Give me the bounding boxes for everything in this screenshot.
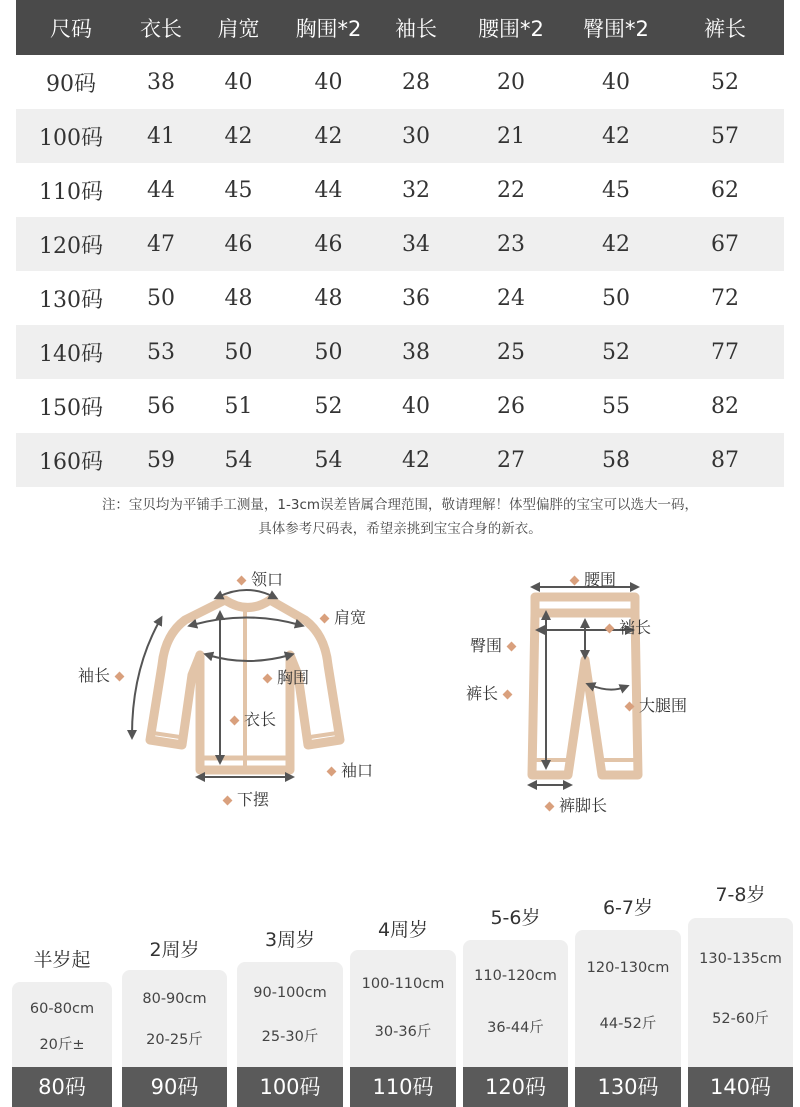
table-cell: 42 (602, 123, 630, 149)
table-cell: 82 (711, 393, 739, 419)
marker-icon (625, 702, 635, 712)
weight-range: 25-30斤 (261, 1029, 319, 1045)
table-cell: 140码 (39, 341, 103, 367)
note-line: 注：宝贝均为平铺手工测量，1-3cm误差皆属合理范围，敬请理解！体型偏胖的宝宝可以选大一码， (101, 497, 699, 513)
table-cell: 40 (224, 69, 253, 95)
size-badge: 90码 (122, 1067, 227, 1107)
label-hem: 下摆 (218, 787, 269, 810)
size-card (463, 940, 568, 1067)
table-cell: 20 (497, 69, 525, 95)
table-row (16, 379, 784, 433)
table-cell: 45 (224, 177, 253, 203)
table-cell: 160码 (39, 449, 103, 475)
marker-icon (115, 672, 125, 682)
measurement-diagram (0, 555, 800, 830)
table-cell: 42 (314, 123, 343, 149)
table-cell: 25 (497, 339, 525, 365)
table-cell: 67 (711, 231, 739, 257)
table-cell: 27 (497, 447, 525, 473)
table-cell: 34 (402, 231, 430, 257)
size-card (12, 982, 112, 1067)
label-length: 衣长 (225, 707, 276, 730)
table-row (16, 109, 784, 163)
marker-icon (503, 690, 513, 700)
table-cell: 50 (314, 339, 343, 365)
table-cell: 32 (402, 177, 430, 203)
table-cell: 59 (147, 447, 175, 473)
marker-icon (327, 767, 337, 777)
label-hip: 臀围 (470, 633, 521, 656)
table-cell: 47 (147, 231, 175, 257)
table-cell: 42 (224, 123, 253, 149)
table-cell: 36 (402, 285, 430, 311)
table-cell: 77 (711, 339, 739, 365)
table-cell: 55 (602, 393, 630, 419)
table-cell: 48 (224, 285, 253, 311)
header-cell: 裤长 (704, 16, 746, 41)
marker-icon (230, 716, 240, 726)
table-cell: 72 (711, 285, 739, 311)
table-row (16, 163, 784, 217)
table-cell: 52 (314, 393, 343, 419)
table-header (16, 0, 784, 55)
weight-range: 20斤± (39, 1037, 85, 1053)
label-shoulder: 肩宽 (315, 605, 366, 628)
table-cell: 90码 (46, 71, 96, 97)
label-cuff: 袖口 (322, 758, 373, 781)
table-cell: 54 (314, 447, 343, 473)
table-cell: 50 (147, 285, 175, 311)
table-cell: 46 (314, 231, 343, 257)
table-cell: 22 (497, 177, 525, 203)
top-garment-icon (150, 600, 340, 770)
table-cell: 150码 (39, 395, 103, 421)
height-range: 110-120cm (474, 967, 557, 984)
weight-range: 30-36斤 (374, 1024, 432, 1041)
marker-icon (605, 624, 615, 634)
table-cell: 21 (497, 123, 525, 149)
size-badge: 130码 (575, 1067, 681, 1107)
height-range: 90-100cm (253, 985, 327, 1002)
table-cell: 50 (224, 339, 253, 365)
table-cell: 51 (224, 393, 253, 419)
marker-icon (545, 802, 555, 812)
size-badge: 120码 (463, 1067, 568, 1107)
table-cell: 48 (314, 285, 343, 311)
table-row (16, 433, 784, 487)
size-badge: 140码 (688, 1067, 793, 1107)
table-cell: 23 (497, 231, 525, 257)
marker-icon (263, 674, 273, 684)
marker-icon (223, 796, 233, 806)
table-row (16, 325, 784, 379)
table-cell: 41 (147, 123, 175, 149)
table-cell: 45 (602, 177, 630, 203)
table-cell: 62 (711, 177, 739, 203)
label-rise: 裆长 (600, 615, 651, 638)
table-cell: 26 (497, 393, 525, 419)
measurement-note (30, 493, 770, 541)
header-cell: 尺码 (50, 16, 92, 41)
table-cell: 56 (147, 393, 175, 419)
height-range: 100-110cm (361, 975, 445, 992)
size-badge: 100码 (237, 1067, 343, 1107)
height-range: 60-80cm (29, 1000, 95, 1017)
height-range: 130-135cm (699, 950, 782, 967)
table-cell: 46 (224, 231, 253, 257)
table-cell: 52 (602, 339, 630, 365)
table-cell: 53 (147, 339, 175, 365)
header-cell: 袖长 (395, 16, 437, 41)
table-cell: 38 (402, 339, 430, 365)
marker-icon (237, 576, 247, 586)
table-cell: 30 (402, 123, 430, 149)
label-pants-length: 裤长 (466, 681, 517, 704)
label-leg-opening: 裤脚长 (540, 793, 607, 816)
marker-icon (507, 642, 517, 652)
size-badge: 110码 (350, 1067, 456, 1107)
age-label: 7-8岁 (715, 884, 766, 906)
table-cell: 38 (147, 69, 175, 95)
table-cell: 120码 (39, 233, 103, 259)
table-cell: 57 (711, 123, 739, 149)
table-row (16, 217, 784, 271)
label-collar: 领口 (232, 567, 283, 590)
table-cell: 52 (711, 69, 739, 95)
label-chest: 胸围 (258, 665, 309, 688)
table-cell: 44 (147, 177, 175, 203)
table-cell: 40 (314, 69, 343, 95)
table-row (16, 55, 784, 109)
size-badge: 80码 (12, 1067, 112, 1107)
weight-range: 20-25斤 (146, 1032, 203, 1049)
weight-range: 52-60斤 (712, 1011, 769, 1028)
height-range: 80-90cm (142, 991, 207, 1008)
table-cell: 28 (402, 69, 430, 95)
header-cell: 腰围*2 (478, 16, 544, 41)
age-label: 6-7岁 (602, 897, 654, 919)
age-label: 半岁起 (33, 949, 91, 971)
size-card (575, 930, 681, 1067)
table-cell: 54 (224, 447, 253, 473)
size-table (16, 0, 784, 487)
size-card (122, 970, 227, 1067)
table-cell: 110码 (39, 179, 103, 205)
marker-icon (570, 576, 580, 586)
table-cell: 130码 (39, 287, 103, 313)
label-thigh: 大腿围 (620, 693, 687, 716)
weight-range: 36-44斤 (487, 1020, 544, 1037)
table-cell: 87 (711, 447, 739, 473)
header-cell: 衣长 (140, 16, 182, 41)
size-card (237, 962, 343, 1067)
size-card (350, 950, 456, 1067)
table-cell: 40 (602, 69, 630, 95)
age-label: 3周岁 (264, 929, 316, 951)
label-sleeve: 袖长 (78, 663, 129, 686)
header-cell: 肩宽 (217, 16, 260, 41)
height-range: 120-130cm (586, 960, 670, 977)
table-row (16, 271, 784, 325)
table-cell: 40 (402, 393, 430, 419)
table-cell: 58 (602, 447, 630, 473)
table-cell: 42 (402, 447, 430, 473)
table-cell: 50 (602, 285, 630, 311)
age-label: 2周岁 (149, 939, 200, 961)
note-line: 具体参考尺码表，希望亲挑到宝宝合身的新衣。 (258, 521, 542, 537)
table-cell: 42 (602, 231, 630, 257)
age-label: 4周岁 (377, 919, 429, 941)
age-label: 5-6岁 (490, 907, 541, 929)
header-cell: 胸围*2 (295, 16, 362, 41)
size-card (688, 918, 793, 1067)
weight-range: 44-52斤 (599, 1016, 657, 1033)
marker-icon (320, 614, 330, 624)
table-cell: 24 (497, 285, 525, 311)
table-cell: 100码 (39, 125, 103, 151)
table-cell: 44 (314, 177, 343, 203)
table-body (16, 55, 784, 487)
header-cell: 臀围*2 (583, 16, 649, 41)
label-waist: 腰围 (565, 567, 616, 590)
